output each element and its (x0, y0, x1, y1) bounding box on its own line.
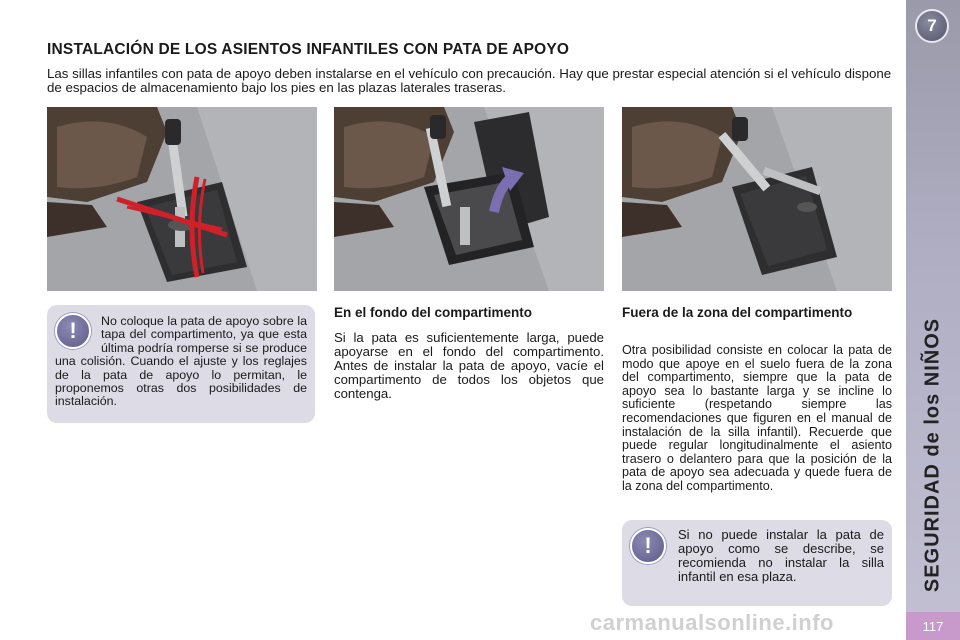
exclamation-icon: ! (55, 313, 91, 349)
section-title-vertical (906, 300, 960, 610)
illustration-outside-compartment (622, 107, 892, 291)
intro-paragraph: Las sillas infantiles con pata de apoyo deben instalarse en el vehículo con precaución. Hay que prestar especial atención si el vehículo dispone de espacios de almacenamiento bajo los pies en las plazas laterales traseras. (47, 66, 892, 95)
illustration-wrong-svg (47, 107, 317, 291)
exclamation-icon: ! (630, 528, 666, 564)
watermark: carmanualsonline.info (590, 610, 834, 635)
illustration-compartment-svg (334, 107, 604, 291)
chapter-badge (915, 9, 949, 43)
illustration-outside-svg (622, 107, 892, 291)
section-heading-outside-compartment: Fuera de la zona del compartimento (622, 305, 853, 320)
advice-note (622, 520, 892, 606)
page-number-text: 117 (922, 618, 944, 634)
page-title: INSTALACIÓN DE LOS ASIENTOS INFANTILES CON PATA DE APOYO (47, 41, 570, 58)
section-heading-compartment-bottom: En el fondo del compartimento (334, 305, 533, 320)
section-text-compartment-bottom: Si la pata es suficientemente larga, puede apoyarse en el fondo del compartimento. Antes de instalar la pata de apoyo, vacíe el compartimento de todos los objetos que contenga. (334, 330, 604, 401)
illustration-compartment-bottom (334, 107, 604, 291)
section-text-outside-compartment: Otra posibilidad consiste en colocar la pata de modo que apoye en el suelo fuera de la zona del compartimento, siempre que la pata de apoyo sea lo bastante larga y se incline lo suficiente (respetando siempre las recomendaciones que figuren en el manual de instalación de la silla infantil). Recuerde que puede regular longitudinalmente el asiento trasero o delantero para que la posición de la pata de apoyo sea adecuada y quede fuera de la zona del compartimento. (622, 343, 892, 493)
illustration-wrong-installation (47, 107, 317, 291)
icon-spacer (55, 315, 101, 355)
page-number (906, 612, 960, 640)
warning-note-text: No coloque la pata de apoyo sobre la tapa del compartimento, ya que esta última podría romperse si se produce una colisión. Cuando el ajuste y los reglajes de la pata de apoyo lo permitan, le proponemos otras dos posibilidades de instalación. (55, 314, 307, 409)
warning-note (47, 305, 315, 423)
chapter-number: 7 (927, 16, 937, 35)
section-title-text: SEGURIDAD de los NIÑOS (921, 317, 944, 593)
advice-note-text: Si no puede instalar la pata de apoyo como se describe, se recomienda no instalar la silla infantil en esa plaza. (678, 527, 884, 584)
